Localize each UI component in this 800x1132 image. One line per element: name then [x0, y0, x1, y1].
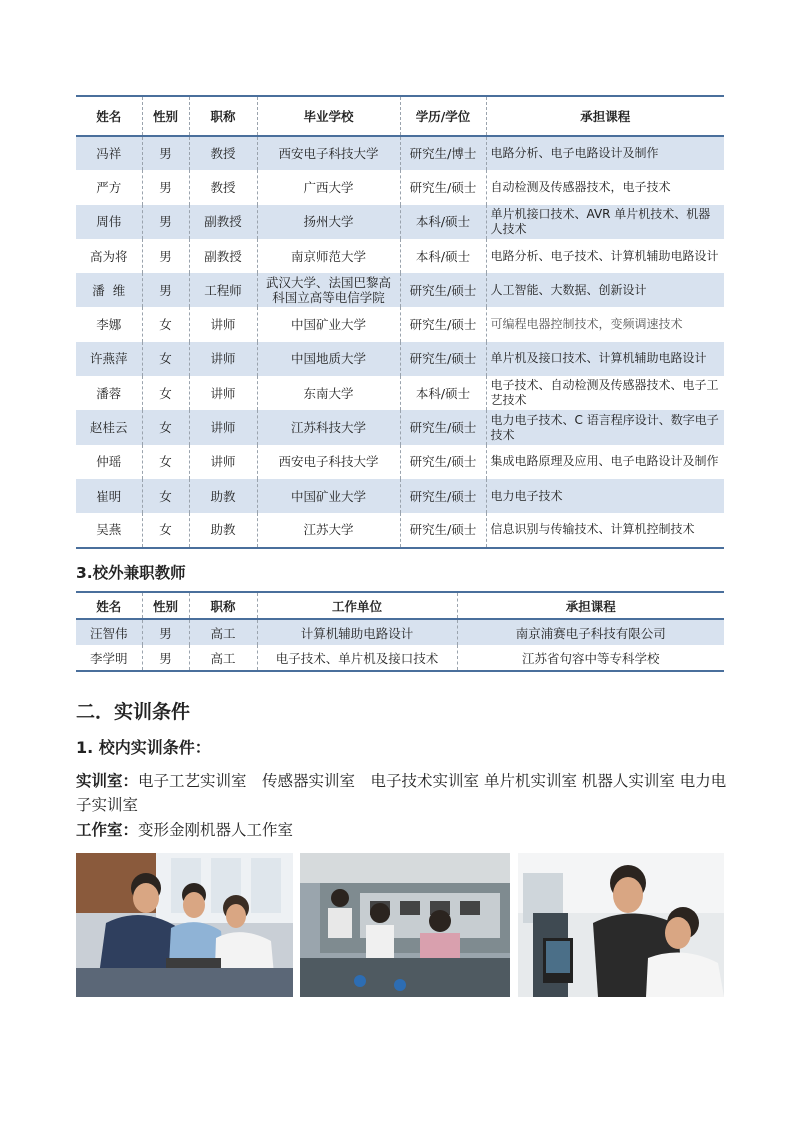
cell-degree: 研究生/硕士 — [400, 342, 486, 376]
cell-name: 冯祥 — [76, 136, 142, 170]
cell-gender: 男 — [142, 239, 189, 273]
cell-name: 潘 维 — [76, 273, 142, 307]
col-header-degree: 学历/学位 — [400, 96, 486, 136]
cell-degree: 本科/硕士 — [400, 376, 486, 410]
cell-title: 工程师 — [189, 273, 257, 307]
col-header-title: 职称 — [189, 592, 257, 619]
cell-courses: 南京浦赛电子科技有限公司 — [457, 619, 724, 645]
cell-title: 讲师 — [189, 410, 257, 444]
cell-degree: 研究生/硕士 — [400, 273, 486, 307]
parttime-header-row — [76, 592, 724, 619]
table-row — [76, 619, 724, 645]
table-row — [76, 273, 724, 307]
cell-courses: 电子技术、自动检测及传感器技术、电子工艺技术 — [486, 376, 724, 410]
cell-gender: 女 — [142, 376, 189, 410]
cell-school: 西安电子科技大学 — [257, 136, 400, 170]
training-rooms-text: 电子工艺实训室 传感器实训室 电子技术实训室 单片机实训室 机器人实训室 电力电子实训室 — [76, 772, 727, 814]
cell-courses: 电力电子技术 — [486, 479, 724, 513]
cell-title: 教授 — [189, 136, 257, 170]
cell-school: 武汉大学、法国巴黎高科国立高等电信学院 — [257, 273, 400, 307]
cell-courses: 集成电路原理及应用、电子电路设计及制作 — [486, 445, 724, 479]
lab-photo-computer-lab — [518, 853, 724, 997]
cell-school: 东南大学 — [257, 376, 400, 410]
parttime-table — [76, 591, 724, 672]
cell-courses: 可编程电器控制技术，变频调速技术 — [486, 307, 724, 341]
faculty-header-row — [76, 96, 724, 136]
cell-title: 副教授 — [189, 205, 257, 239]
studio-label: 工作室： — [76, 821, 139, 839]
cell-courses: 单片机接口技术、AVR 单片机技术、机器人技术 — [486, 205, 724, 239]
cell-courses: 信息识别与传输技术、计算机控制技术 — [486, 513, 724, 547]
cell-degree: 研究生/博士 — [400, 136, 486, 170]
cell-school: 广西大学 — [257, 170, 400, 204]
table-row — [76, 205, 724, 239]
cell-courses: 电路分析、电子技术、计算机辅助电路设计 — [486, 239, 724, 273]
cell-courses: 单片机及接口技术、计算机辅助电路设计 — [486, 342, 724, 376]
col-header-school: 毕业学校 — [257, 96, 400, 136]
cell-name: 汪智伟 — [76, 619, 142, 645]
col-header-courses: 承担课程 — [457, 592, 724, 619]
cell-gender: 女 — [142, 342, 189, 376]
cell-school: 中国地质大学 — [257, 342, 400, 376]
table-row — [76, 410, 724, 444]
training-rooms-paragraph — [76, 769, 728, 817]
cell-employer: 计算机辅助电路设计 — [257, 619, 457, 645]
cell-name: 李娜 — [96, 317, 122, 333]
cell-title: 讲师 — [189, 445, 257, 479]
cell-title: 助教 — [189, 479, 257, 513]
cell-courses: 电路分析、电子电路设计及制作 — [486, 136, 724, 170]
cell-title: 助教 — [189, 513, 257, 547]
table-row — [76, 307, 724, 341]
table-row — [76, 170, 724, 204]
cell-employer: 电子技术、单片机及接口技术 — [257, 645, 457, 671]
col-header-gender: 性别 — [142, 96, 189, 136]
cell-title: 讲师 — [189, 307, 257, 341]
cell-name: 崔明 — [76, 479, 142, 513]
cell-name: 李学明 — [76, 645, 142, 671]
cell-title: 讲师 — [189, 376, 257, 410]
subsection-heading: 1. 校内实训条件： — [76, 738, 211, 757]
cell-title: 高工 — [189, 645, 257, 671]
cell-school: 中国矿业大学 — [257, 479, 400, 513]
cell-degree: 研究生/硕士 — [400, 170, 486, 204]
cell-gender: 男 — [142, 205, 189, 239]
parttime-heading: 3.校外兼职教师 — [76, 564, 186, 582]
cell-name: 赵桂云 — [76, 410, 142, 444]
cell-degree: 本科/硕士 — [400, 205, 486, 239]
cell-name: 吴燕 — [76, 513, 142, 547]
cell-gender: 男 — [142, 273, 189, 307]
table-row — [76, 376, 724, 410]
cell-gender: 男 — [142, 170, 189, 204]
cell-degree: 研究生/硕士 — [400, 479, 486, 513]
cell-name: 许燕萍 — [76, 342, 142, 376]
studio-text: 变形金刚机器人工作室 — [138, 821, 294, 839]
cell-school: 西安电子科技大学 — [257, 445, 400, 479]
cell-school: 江苏大学 — [257, 513, 400, 547]
studio-paragraph — [76, 818, 293, 842]
col-header-employer: 工作单位 — [257, 592, 457, 619]
col-header-gender: 性别 — [142, 592, 189, 619]
cell-degree: 研究生/硕士 — [400, 445, 486, 479]
cell-school: 江苏科技大学 — [257, 410, 400, 444]
lab-photo-students-soldering — [76, 853, 293, 997]
cell-degree: 研究生/硕士 — [400, 410, 486, 444]
cell-courses: 自动检测及传感器技术，电子技术 — [486, 170, 724, 204]
table-row — [76, 445, 724, 479]
cell-courses: 江苏省句容中等专科学校 — [457, 645, 724, 671]
section-heading: 二．实训条件 — [76, 701, 191, 723]
faculty-table — [76, 95, 724, 549]
cell-gender: 女 — [142, 307, 189, 341]
cell-gender: 男 — [142, 645, 189, 671]
cell-name: 周伟 — [76, 205, 142, 239]
cell-gender: 女 — [142, 513, 189, 547]
cell-degree: 研究生/硕士 — [400, 307, 486, 341]
training-rooms-label: 实训室： — [76, 772, 139, 790]
col-header-name: 姓名 — [76, 96, 142, 136]
table-row — [76, 513, 724, 547]
cell-name: 严方 — [96, 179, 122, 195]
cell-degree: 研究生/硕士 — [400, 513, 486, 547]
cell-title: 高工 — [189, 619, 257, 645]
col-header-name: 姓名 — [76, 592, 142, 619]
cell-gender: 女 — [142, 445, 189, 479]
table-row — [76, 136, 724, 170]
col-header-courses: 承担课程 — [486, 96, 724, 136]
cell-courses: 电力电子技术、C 语言程序设计、数字电子技术 — [486, 410, 724, 444]
cell-name: 潘蓉 — [96, 385, 122, 401]
cell-school: 南京师范大学 — [257, 239, 400, 273]
cell-degree: 本科/硕士 — [400, 239, 486, 273]
cell-title: 讲师 — [189, 342, 257, 376]
table-row — [76, 645, 724, 671]
cell-gender: 女 — [142, 410, 189, 444]
table-row — [76, 342, 724, 376]
table-row — [76, 479, 724, 513]
col-header-title: 职称 — [189, 96, 257, 136]
cell-title: 教授 — [189, 170, 257, 204]
table-row — [76, 239, 724, 273]
cell-gender: 男 — [142, 136, 189, 170]
cell-courses: 人工智能、大数据、创新设计 — [486, 273, 724, 307]
cell-school: 中国矿业大学 — [257, 307, 400, 341]
cell-name: 仲瑶 — [96, 454, 122, 470]
cell-school: 扬州大学 — [257, 205, 400, 239]
lab-photo-workbenches — [300, 853, 510, 997]
cell-gender: 男 — [142, 619, 189, 645]
cell-title: 副教授 — [189, 239, 257, 273]
cell-name: 高为将 — [89, 248, 128, 264]
cell-gender: 女 — [142, 479, 189, 513]
